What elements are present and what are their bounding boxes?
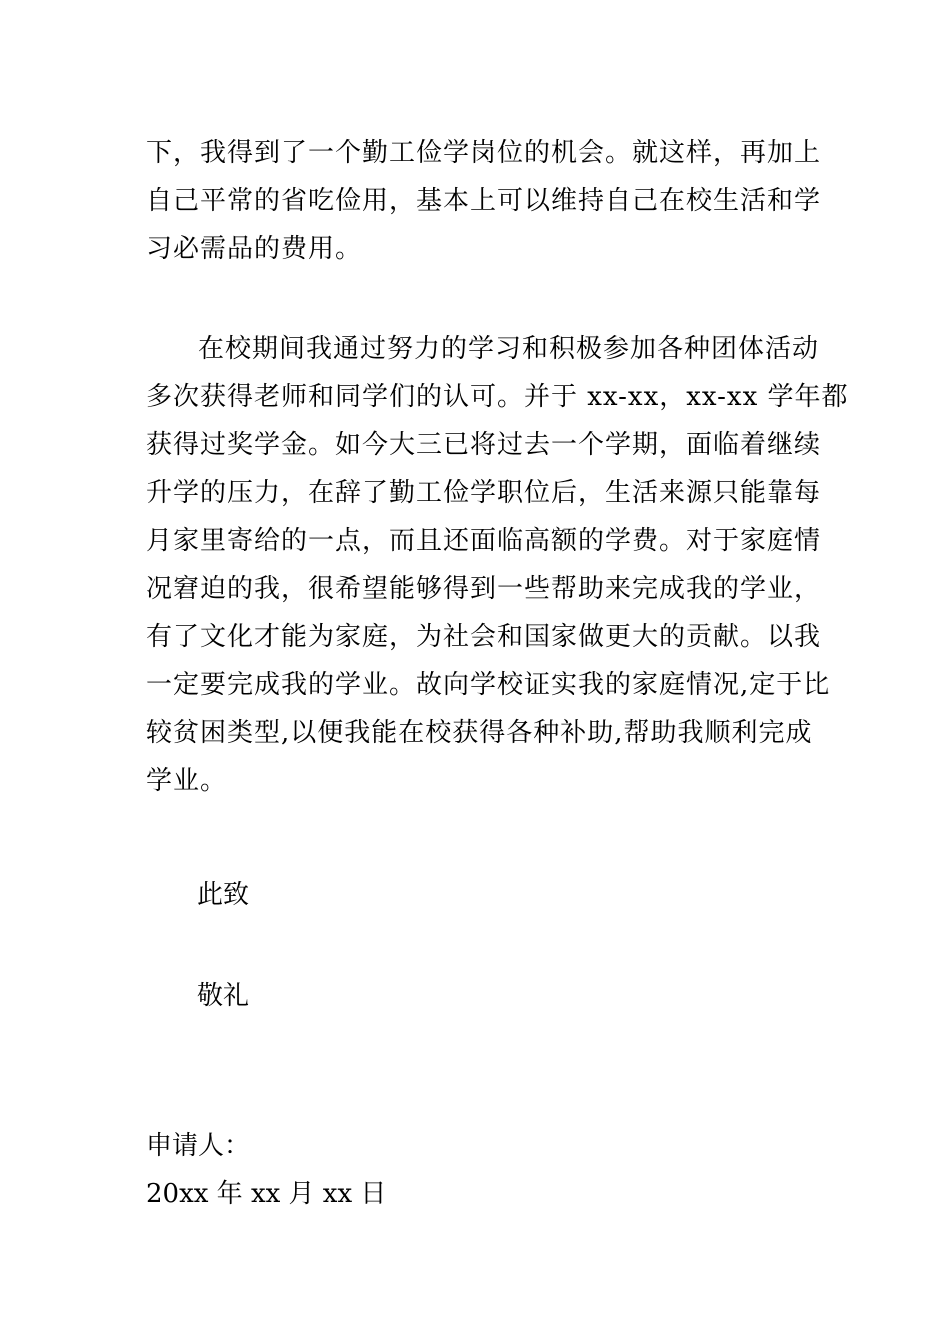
paragraph-line: 较贫困类型,以便我能在校获得各种补助,帮助我顺利完成 bbox=[146, 718, 813, 748]
paragraph-line: 一定要完成我的学业。故向学校证实我的家庭情况,定于比 bbox=[146, 670, 831, 700]
paragraph-line: 多次获得老师和同学们的认可。并于 xx-xx，xx-xx 学年都 bbox=[146, 382, 849, 412]
paragraph-line: 下，我得到了一个勤工俭学岗位的机会。就这样，再加上 bbox=[146, 138, 822, 168]
paragraph-line: 升学的压力，在辞了勤工俭学职位后，生活来源只能靠每 bbox=[146, 478, 822, 508]
paragraph-line: 习必需品的费用。 bbox=[146, 234, 363, 264]
paragraph-line: 有了文化才能为家庭，为社会和国家做更大的贡献。以我 bbox=[146, 622, 822, 652]
paragraph-continued bbox=[146, 129, 822, 273]
applicant-label: 申请人： bbox=[146, 1131, 251, 1161]
paragraph-line: 况窘迫的我，很希望能够得到一些帮助来完成我的学业， bbox=[146, 574, 822, 604]
paragraph-line: 获得过奖学金。如今大三已将过去一个学期，面临着继续 bbox=[146, 430, 822, 460]
paragraph-line: 在校期间我通过努力的学习和积极参加各种团体活动 bbox=[198, 334, 820, 364]
application-date: 20xx 年 xx 月 xx 日 bbox=[146, 1179, 387, 1209]
paragraph-line: 学业。 bbox=[146, 766, 228, 796]
paragraph-study-achievements bbox=[146, 325, 849, 805]
paragraph-line: 月家里寄给的一点，而且还面临高额的学费。对于家庭情 bbox=[146, 526, 822, 556]
paragraph-line: 自己平常的省吃俭用，基本上可以维持自己在校生活和学 bbox=[146, 186, 822, 216]
closing-greeting: 此致 bbox=[197, 880, 250, 910]
closing-salute: 敬礼 bbox=[197, 981, 250, 1011]
